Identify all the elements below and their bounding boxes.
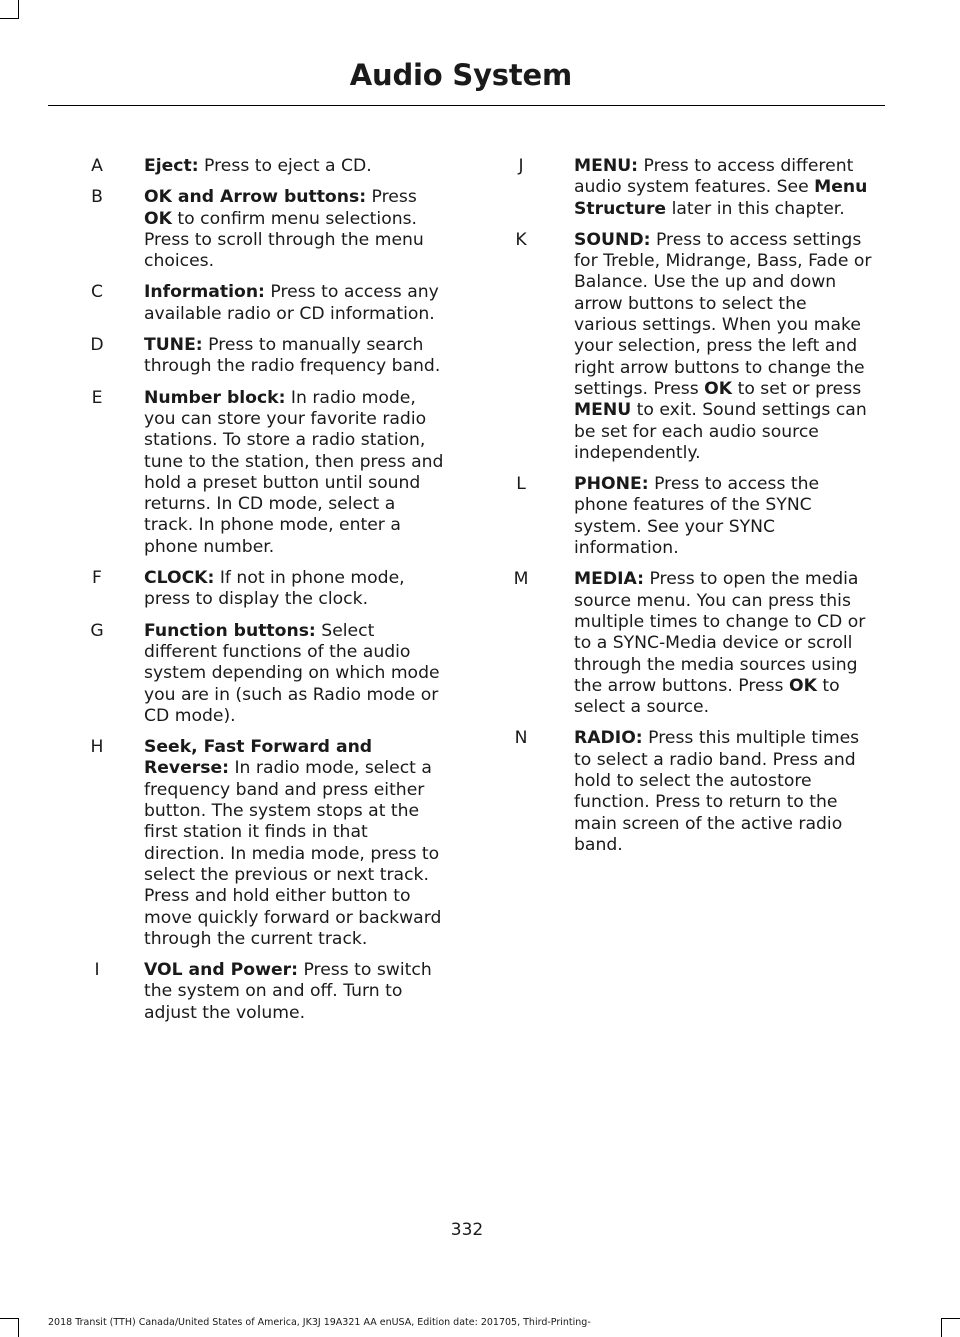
item-letter: N xyxy=(514,728,528,749)
crop-mark-bottom-right xyxy=(942,1318,960,1319)
item-letter: H xyxy=(90,737,104,758)
list-item xyxy=(513,569,874,718)
item-description: Press xyxy=(371,187,417,208)
list-item xyxy=(90,335,444,378)
list-item xyxy=(515,229,874,464)
item-description: later in this chapter. xyxy=(671,198,845,219)
right-column xyxy=(513,156,874,866)
item-title: TUNE: xyxy=(144,335,203,356)
item-title: Information: xyxy=(144,282,265,303)
left-column xyxy=(90,156,444,1034)
item-title: MEDIA: xyxy=(574,569,645,590)
list-item xyxy=(91,387,444,558)
item-title: CLOCK: xyxy=(144,568,215,589)
item-title: MENU: xyxy=(574,156,639,176)
item-letter: J xyxy=(518,156,524,176)
list-item xyxy=(518,156,874,220)
item-title: Seek, Fast Forward and Reverse: xyxy=(144,737,373,779)
item-description: Press to switch the system on and off. Turn to adjust the volume. xyxy=(144,960,432,1023)
item-description: to select a source. xyxy=(574,675,840,718)
crop-mark-bottom-right xyxy=(941,1318,942,1337)
crop-mark-top-left xyxy=(18,0,19,19)
item-letter: E xyxy=(91,387,103,408)
item-keyword: MENU xyxy=(574,400,632,421)
item-letter: D xyxy=(90,335,104,356)
item-keyword: OK xyxy=(144,208,172,229)
item-letter: B xyxy=(91,187,103,208)
list-item xyxy=(90,620,444,727)
item-description: to exit. Sound settings can be set for each audio source independently. xyxy=(574,400,867,463)
item-keyword: OK xyxy=(704,378,733,399)
footer-edition-info: 2018 Transit (TTH) Canada/United States of America, JK3J 19A321 AA enUSA, Edition date: 201705, Third-Printing- xyxy=(48,1317,591,1328)
item-title: VOL and Power: xyxy=(144,960,298,981)
list-item xyxy=(516,474,874,559)
item-description: Press to eject a CD. xyxy=(204,156,372,176)
item-description: Press to access different audio system features. See xyxy=(574,156,854,198)
item-letter: G xyxy=(90,620,104,641)
item-keyword: OK xyxy=(788,675,817,696)
item-letter: A xyxy=(91,156,103,176)
item-description: Press this multiple times to select a radio band. Press and hold to select the autostore function. Press to return to the main screen of the active radio band. xyxy=(574,728,860,855)
list-item xyxy=(91,156,444,177)
list-item xyxy=(514,728,874,856)
item-description: Press to manually search through the radio frequency band. xyxy=(144,335,441,377)
page-number: 332 xyxy=(450,1220,484,1240)
title-divider xyxy=(48,105,885,106)
item-title: PHONE: xyxy=(574,474,649,495)
item-description: to confirm menu selections. Press to scroll through the menu choices. xyxy=(144,208,424,272)
item-title: Function buttons: xyxy=(144,620,316,641)
item-description: to set or press xyxy=(737,378,862,399)
item-title: Number block: xyxy=(144,387,286,408)
item-description: If not in phone mode, press to display the clock. xyxy=(144,568,405,610)
list-item xyxy=(91,187,444,272)
item-description: Press to open the media source menu. You can press this multiple times to change to CD or to a SYNC-Media device or scroll through the media sources using the arrow buttons. Press xyxy=(574,569,866,696)
item-description: In radio mode, you can store your favorite radio stations. To store a radio station, tune to the station, then press and hold a preset button until sound returns. In CD mode, select a track. In phone mode, enter a phone number. xyxy=(144,387,444,557)
item-keyword: Menu Structure xyxy=(574,177,868,219)
item-title: RADIO: xyxy=(574,728,643,749)
item-description: In radio mode, select a frequency band and press either button. The system stops at the first station it finds in that direction. In media mode, press to select the previous or next track. Press and hold either button to move quickly forward or backward through the current track. xyxy=(144,758,442,949)
item-description: Press to access any available radio or CD information. xyxy=(144,282,439,324)
list-item xyxy=(92,568,444,611)
item-description: Select different functions of the audio system depending on which mode you are in (such as Radio mode or CD mode). xyxy=(144,620,440,726)
item-description: Press to access settings for Treble, Midrange, Bass, Fade or Balance. Use the up and down arrow buttons to select the various settings. When you make your selection, press the left and right arrow buttons to change the settings. Press xyxy=(574,229,872,399)
item-title: OK and Arrow buttons: xyxy=(144,187,367,208)
item-letter: I xyxy=(94,960,100,981)
item-title: Eject: xyxy=(144,156,199,176)
page-title: Audio System xyxy=(349,58,572,92)
item-description: Press to access the phone features of the SYNC system. See your SYNC information. xyxy=(574,474,820,559)
item-letter: C xyxy=(90,282,103,303)
list-item xyxy=(90,282,444,325)
item-letter: L xyxy=(516,474,526,495)
item-letter: K xyxy=(515,229,527,250)
crop-mark-bottom-left xyxy=(0,1318,18,1319)
list-item xyxy=(94,960,444,1024)
item-letter: M xyxy=(513,569,529,590)
crop-mark-top-left xyxy=(0,18,18,19)
item-title: SOUND: xyxy=(574,229,651,250)
item-letter: F xyxy=(92,568,102,589)
list-item xyxy=(90,737,444,950)
crop-mark-bottom-left xyxy=(18,1318,19,1337)
